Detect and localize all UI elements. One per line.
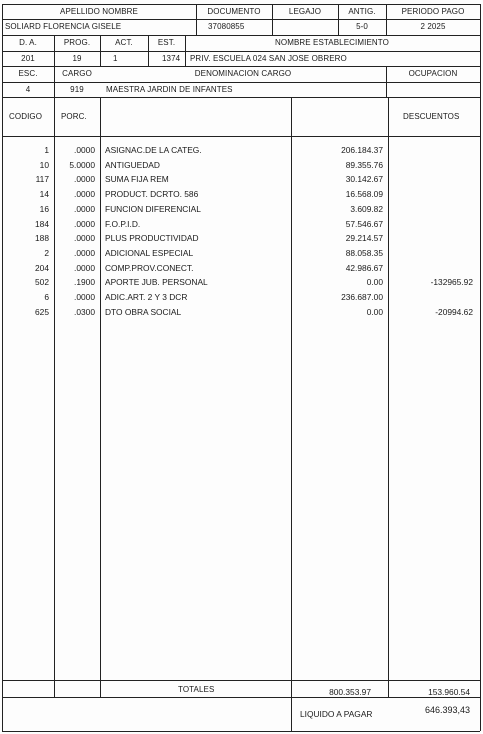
value-antig: 5-0	[356, 22, 368, 31]
rule	[2, 680, 480, 681]
value-nombre-establecimiento: PRIV. ESCUELA 024 SAN JOSE OBRERO	[190, 54, 347, 63]
rule	[54, 97, 55, 697]
rule	[480, 4, 481, 731]
row-code: 14	[39, 189, 49, 199]
row-haber: 89.355.76	[345, 160, 383, 170]
rule	[2, 66, 480, 67]
label-periodo: PERIODO PAGO	[401, 7, 465, 16]
row-description: FUNCION DIFERENCIAL	[105, 204, 201, 214]
column-codigo: CODIGO	[9, 112, 43, 121]
row-code: 502	[35, 277, 49, 287]
row-porc: .0000	[74, 145, 95, 155]
rule	[388, 97, 389, 697]
row-porc: .0000	[74, 174, 95, 184]
rule	[2, 4, 480, 5]
row-haber: 0.00	[366, 277, 383, 287]
rule	[2, 136, 480, 137]
row-description: F.O.P.I.D.	[105, 219, 141, 229]
rule	[2, 35, 480, 36]
row-description: SUMA FIJA REM	[105, 174, 169, 184]
rule	[2, 4, 3, 731]
row-code: 1	[44, 145, 49, 155]
row-porc: .0000	[74, 292, 95, 302]
row-haber: 236.687.00	[341, 292, 383, 302]
value-est: 1374	[162, 54, 181, 63]
label-esc: ESC.	[18, 69, 38, 78]
column-porc: PORC.	[61, 112, 87, 121]
row-porc: .0000	[74, 263, 95, 273]
row-porc: .0300	[74, 307, 95, 317]
value-apellido: SOLIARD FLORENCIA GISELE	[5, 22, 122, 31]
row-description: APORTE JUB. PERSONAL	[105, 277, 208, 287]
rule	[100, 97, 101, 697]
rule	[2, 97, 480, 98]
row-haber: 57.546.67	[345, 219, 383, 229]
liquido-value: 646.393,43	[424, 705, 470, 715]
row-code: 117	[35, 174, 49, 184]
label-legajo: LEGAJO	[288, 7, 322, 16]
row-description: ANTIGUEDAD	[105, 160, 160, 170]
label-ocupacion: OCUPACION	[408, 69, 458, 78]
row-porc: 5.0000	[69, 160, 95, 170]
row-porc: .0000	[74, 204, 95, 214]
row-description: DTO OBRA SOCIAL	[105, 307, 182, 317]
row-porc: .0000	[74, 248, 95, 258]
rule	[2, 19, 480, 20]
totals-haberes: 800.353.97	[329, 687, 371, 697]
row-descuento: -132965.92	[430, 277, 473, 287]
row-description: ADICIONAL ESPECIAL	[105, 248, 194, 258]
row-code: 188	[35, 233, 49, 243]
liquido-label: LIQUIDO A PAGAR	[300, 709, 373, 719]
label-act: ACT.	[115, 38, 133, 47]
row-porc: .0000	[74, 219, 95, 229]
row-code: 184	[35, 219, 49, 229]
row-code: 6	[44, 292, 49, 302]
row-code: 16	[39, 204, 49, 214]
value-da: 201	[21, 54, 35, 63]
row-code: 10	[39, 160, 49, 170]
row-haber: 16.568.09	[345, 189, 383, 199]
row-description: ASIGNAC.DE LA CATEG.	[105, 145, 202, 155]
row-code: 625	[35, 307, 49, 317]
row-haber: 88.058.35	[345, 248, 383, 258]
label-documento: DOCUMENTO	[207, 7, 261, 16]
value-denominacion: MAESTRA JARDIN DE INFANTES	[106, 85, 233, 94]
row-porc: .0000	[74, 189, 95, 199]
value-esc: 4	[25, 85, 31, 94]
row-code: 204	[35, 263, 49, 273]
label-antig: ANTIG.	[348, 7, 376, 16]
row-haber: 29.214.57	[345, 233, 383, 243]
row-descuento: -20994.62	[435, 307, 473, 317]
row-haber: 42.986.67	[345, 263, 383, 273]
totals-descuentos: 153.960.54	[428, 687, 470, 697]
value-periodo: 2 2025	[420, 22, 446, 31]
row-code: 2	[44, 248, 49, 258]
row-haber: 3.609.82	[350, 204, 383, 214]
label-apellido: APELLIDO NOMBRE	[60, 7, 138, 16]
value-prog: 19	[72, 54, 82, 63]
label-cargo: CARGO	[62, 69, 92, 78]
label-prog: PROG.	[63, 38, 91, 47]
row-description: ADIC.ART. 2 Y 3 DCR	[105, 292, 188, 302]
row-description: COMP.PROV.CONECT.	[105, 263, 194, 273]
rule	[2, 82, 480, 83]
rule	[2, 697, 480, 698]
value-cargo: 919	[70, 85, 84, 94]
row-haber: 206.184.37	[341, 145, 383, 155]
value-act: 1	[113, 54, 118, 63]
row-porc: .1900	[74, 277, 95, 287]
rule	[2, 51, 480, 52]
label-da: D. A.	[19, 38, 37, 47]
row-description: PLUS PRODUCTIVIDAD	[105, 233, 199, 243]
totals-label: TOTALES	[178, 685, 215, 694]
rule	[185, 35, 186, 66]
row-haber: 0.00	[366, 307, 383, 317]
rule	[2, 731, 480, 732]
column-descuentos: DESCUENTOS	[403, 112, 460, 121]
value-documento: 37080855	[208, 22, 245, 31]
row-porc: .0000	[74, 233, 95, 243]
label-denominacion: DENOMINACION CARGO	[194, 69, 292, 78]
row-haber: 30.142.67	[345, 174, 383, 184]
row-description: PRODUCT. DCRTO. 586	[105, 189, 199, 199]
label-est: EST.	[157, 38, 176, 47]
label-nombre-establecimiento: NOMBRE ESTABLECIMIENTO	[275, 38, 389, 47]
